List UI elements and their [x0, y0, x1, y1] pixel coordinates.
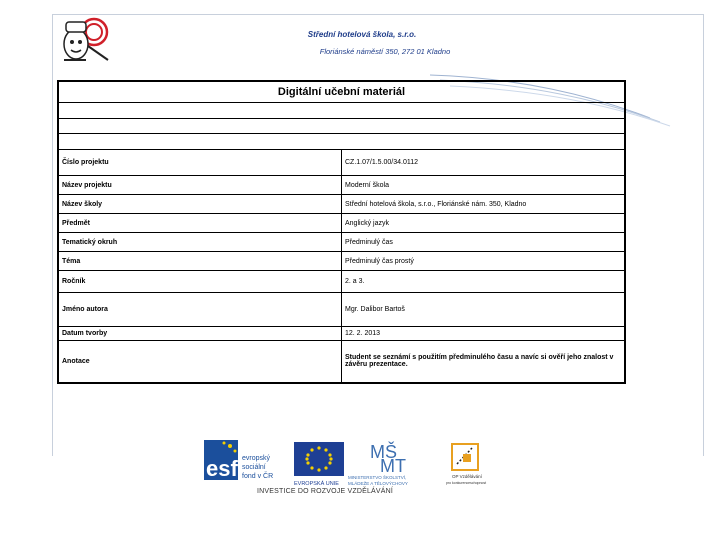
row-label: Tematický okruh — [58, 233, 342, 252]
table-row — [58, 327, 625, 341]
table-row — [58, 233, 625, 252]
table-row — [58, 252, 625, 271]
table-row — [58, 195, 625, 214]
op-text-2: pro konkurenceschopnost — [446, 481, 487, 485]
esf-text-2: sociální — [242, 464, 266, 471]
school-name: Střední hotelová škola, s.r.o. — [307, 30, 417, 39]
table-row — [58, 214, 625, 233]
row-value: Střední hotelová škola, s.r.o., Floriánské nám. 350, Kladno — [342, 195, 626, 214]
row-value: CZ.1.07/1.5.00/34.0112 — [342, 150, 626, 176]
row-value: Předminulý čas prostý — [342, 252, 626, 271]
eu-flag-logo — [294, 442, 344, 487]
row-label: Jméno autora — [58, 293, 342, 327]
row-label: Předmět — [58, 214, 342, 233]
row-value: 12. 2. 2013 — [342, 327, 626, 341]
row-value: Předminulý čas — [342, 233, 626, 252]
esf-text-1: evropský — [242, 455, 271, 462]
eu-text: EVROPSKÁ UNIE — [294, 481, 339, 487]
table-row — [58, 176, 625, 195]
msmt-text-2: MLÁDEŽE A TĚLOVÝCHOVY — [348, 481, 408, 486]
school-address: Floriánské náměstí 350, 272 01 Kladno — [319, 47, 451, 56]
svg-text:esf: esf — [206, 456, 238, 481]
investice-slogan: INVESTICE DO ROZVOJE VZDĚLÁVÁNÍ — [256, 488, 394, 495]
msmt-logo — [348, 441, 408, 486]
op-vk-logo — [446, 444, 486, 485]
row-label: Název projektu — [58, 176, 342, 195]
svg-text:MT: MT — [380, 456, 406, 476]
empty-row — [58, 134, 625, 150]
row-label: Téma — [58, 252, 342, 271]
document-title: Digitální učební materiál — [58, 81, 625, 103]
table-row — [58, 293, 625, 327]
row-value: Moderní škola — [342, 176, 626, 195]
esf-text-3: fond v ČR — [242, 473, 274, 480]
row-value: Mgr. Dalibor Bartoš — [342, 293, 626, 327]
empty-row — [58, 103, 625, 119]
row-value: Student se seznámí s použitím předminulého času a navíc si ověří jeho znalost v závěru prezentace. — [342, 341, 626, 383]
table-row — [58, 341, 625, 383]
esf-logo — [204, 440, 273, 481]
msmt-text-1: MINISTERSTVO ŠKOLSTVÍ, — [348, 475, 407, 480]
empty-row — [58, 119, 625, 134]
svg-text:MŠ: MŠ — [370, 442, 397, 462]
row-label: Anotace — [58, 341, 342, 383]
row-value: 2. a 3. — [342, 271, 626, 293]
row-label: Název školy — [58, 195, 342, 214]
table-row — [58, 271, 625, 293]
table-row — [58, 150, 625, 176]
row-label: Ročník — [58, 271, 342, 293]
row-label: Číslo projektu — [58, 150, 342, 176]
row-label: Datum tvorby — [58, 327, 342, 341]
row-value: Anglický jazyk — [342, 214, 626, 233]
info-table — [57, 80, 626, 384]
op-text-1: OP Vzdělávání — [452, 474, 482, 479]
school-logo — [56, 16, 114, 64]
